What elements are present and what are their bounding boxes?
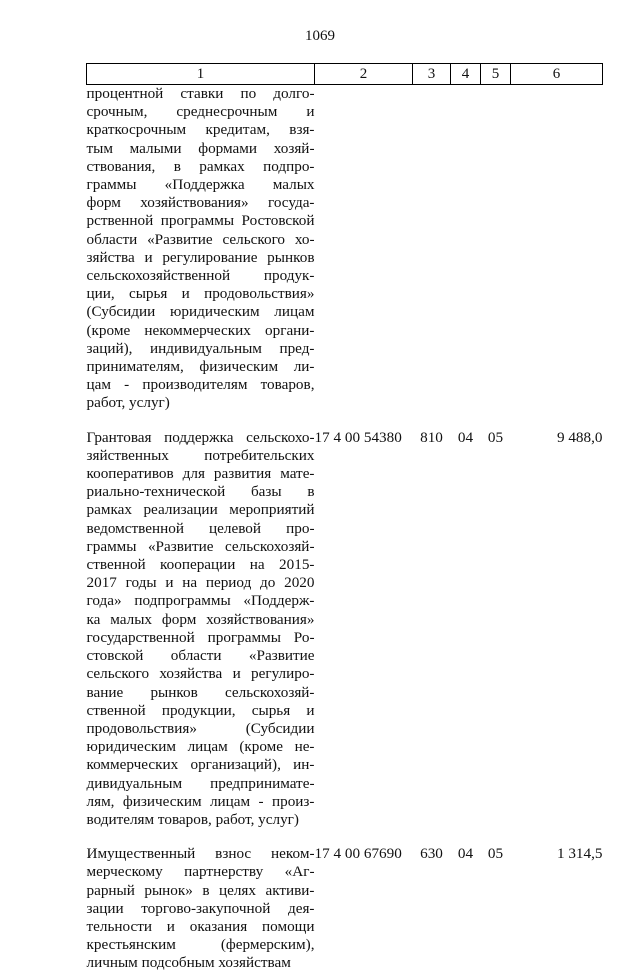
expense-type-code [413,85,451,413]
description-line: (Субсидии юридическим лицам [86,303,315,321]
description-line: года» подпрограммы «Поддерж- [86,592,315,610]
column-header-2: 2 [315,64,413,85]
row-description [87,85,315,413]
target-article-code: 17 4 00 67690 [314,845,402,863]
description-line: ции, сырья и продовольствия» [86,285,315,303]
description-line: водителям товаров, работ, услуг) [86,810,299,828]
row-spacer-cell [87,413,603,429]
subsection-code: 05 [487,845,504,863]
description-line: продовольствия» (Субсидии [86,719,315,737]
section-code: 04 [457,428,474,446]
description-line: коммерческих организаций), ин- [86,756,315,774]
description-line: дивидуальным предпринимате- [86,774,315,792]
description-line: зации торгово-закупочной дея- [86,899,315,917]
table-row [87,429,603,829]
description-line: ственной продукции, сырья и [86,701,315,719]
description-line: зяйственных потребительских [86,446,315,464]
row-spacer [87,413,603,429]
description-line: юридическим лицам (кроме не- [86,738,315,756]
table-body [87,85,603,973]
table-row [87,85,603,413]
description-line: тым малыми формами хозяй- [86,139,315,157]
budget-table [86,63,603,973]
expense-type-code: 810 [420,428,443,446]
amount-value: 9 488,0 [556,428,603,446]
subsection-code: 05 [487,428,504,446]
description-line: мерческому партнерству «Аг- [86,863,315,881]
description-line: граммы «Поддержка малых [86,176,315,194]
description-line: тельности и оказания помощи [86,917,315,935]
description-line: процентной ставки по долго- [86,85,315,102]
description-line: сельскохозяйственной продук- [86,267,315,285]
column-header-5: 5 [481,64,511,85]
description-line: кооперативов для развития мате- [86,465,315,483]
description-line: (кроме некоммерческих органи- [86,321,315,339]
row-description [87,845,315,972]
description-line: граммы «Развитие сельскохозяй- [86,537,315,555]
description-line: работ, услуг) [86,394,170,412]
page-number: 1069 [305,28,335,44]
description-line: форм хозяйствования» госуда- [86,194,315,212]
description-line: краткосрочным кредитам, взя- [86,121,315,139]
row-spacer [87,829,603,845]
section-code: 04 [457,845,474,863]
description-line: срочным, среднесрочным и [86,103,315,121]
description-line: риально-технической базы в [86,483,315,501]
column-header-4: 4 [451,64,481,85]
description-line: принимателям, физическим ли- [86,358,315,376]
description-line: Имущественный взнос неком- [86,845,315,863]
description-line: ведомственной целевой про- [86,519,315,537]
subsection-code [481,85,511,413]
description-line: вание рынков сельскохозяй- [86,683,315,701]
amount-value: 1 314,5 [556,845,603,863]
description-line: крестьянским (фермерским), [86,936,315,954]
description-line: ка малых форм хозяйствования» [86,610,315,628]
description-line: цам - производителям товаров, [86,376,315,394]
table-header-row [87,64,603,85]
row-spacer-cell [87,829,603,845]
row-description [87,429,315,829]
target-article-code [315,85,413,413]
description-line: Грантовая поддержка сельскохо- [86,428,315,446]
description-line: рарный рынок» в целях активи- [86,881,315,899]
description-line: зяйства и регулирование рынков [86,248,315,266]
description-line: ствования, в рамках подпро- [86,157,315,175]
description-line: лям, физическим лицам - произ- [86,792,315,810]
description-line: 2017 годы и на период до 2020 [86,574,315,592]
column-header-6: 6 [511,64,603,85]
description-line: области «Развитие сельского хо- [86,230,315,248]
description-line: государственной программы Ро- [86,628,315,646]
amount-value [511,85,603,413]
description-line: сельского хозяйства и регулиро- [86,665,315,683]
expense-type-code: 630 [420,845,443,863]
table-row [87,845,603,972]
description-line: личным подсобным хозяйствам [86,954,291,972]
target-article-code: 17 4 00 54380 [314,428,402,446]
description-line: стовской области «Развитие [86,647,315,665]
description-line: рственной программы Ростовской [86,212,315,230]
section-code [451,85,481,413]
description-line: заций), индивидуальным пред- [86,339,315,357]
column-header-1: 1 [87,64,315,85]
description-line: рамках реализации мероприятий [86,501,315,519]
column-header-3: 3 [413,64,451,85]
description-line: ственной кооперации на 2015- [86,556,315,574]
